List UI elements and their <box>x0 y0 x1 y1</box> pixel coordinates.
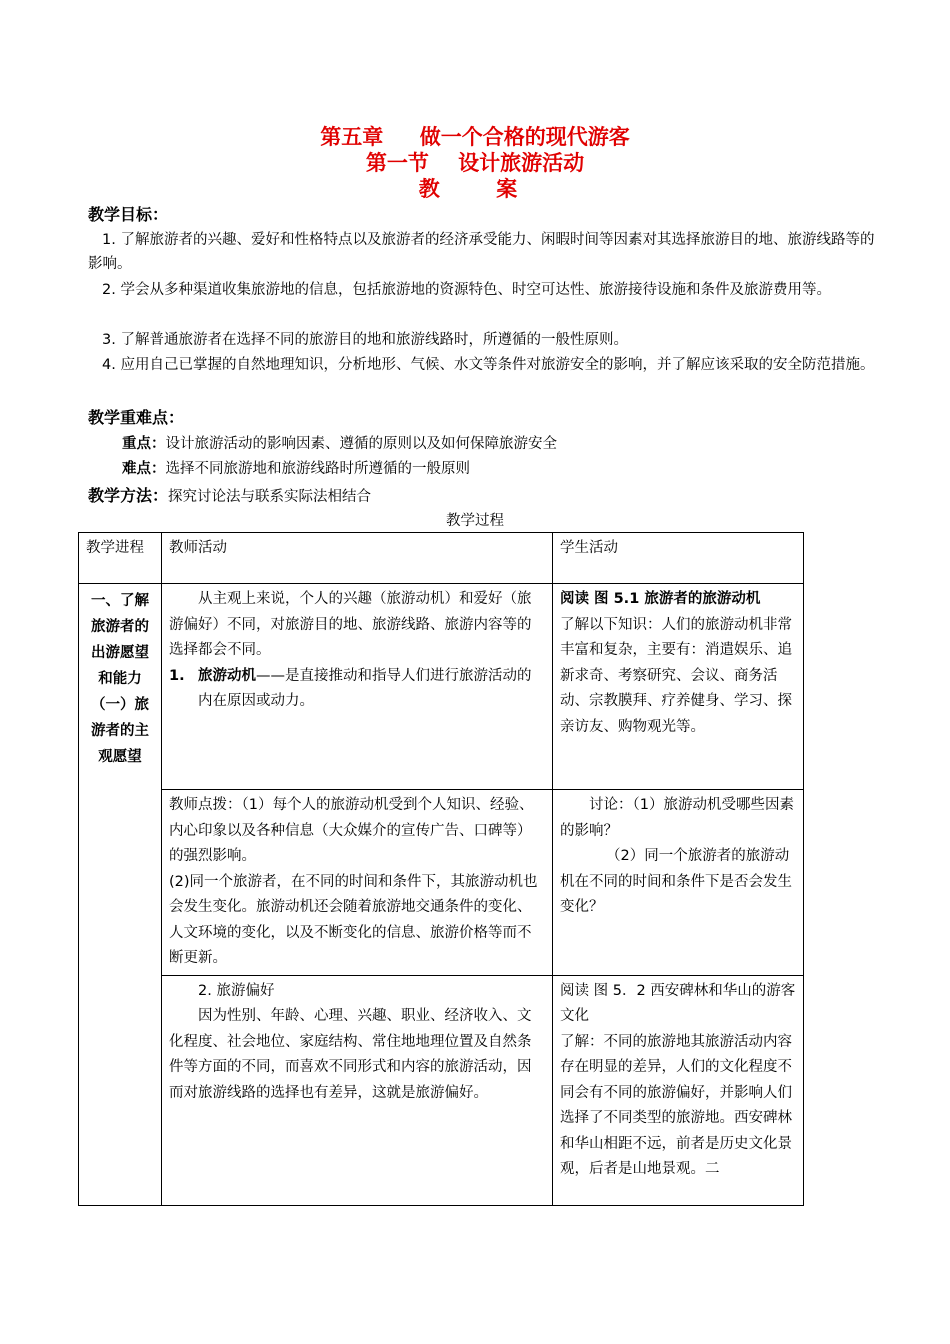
teacher-hint-2: (2)同一个旅游者，在不同的时间和条件下，其旅游动机也会发生变化。旅游动机还会随着旅游地交通条件的变化、人文环境的变化，以及不断变化的信息、旅游价格等而不断更新。 <box>169 873 538 966</box>
student-cell-3 <box>553 975 804 1205</box>
teacher-item-term: 旅游动机 <box>198 667 256 684</box>
teacher-item-text: ——是直接推动和指导人们进行旅游活动的内在原因或动力。 <box>198 667 532 709</box>
teacher-item-num: 1. <box>169 667 185 684</box>
student-understanding: 了解：不同的旅游地其旅游活动内容存在明显的差异，人们的文化程度不同会有不同的旅游偏好，并影响人们选择了不同类型的旅游地。西安碑林和华山相距不远，前者是历史文化景观，后者是山地景观。二 <box>560 1033 792 1177</box>
header-stage: 教学进程 <box>79 533 162 584</box>
teacher-preference-text: 因为性别、年龄、心理、兴趣、职业、经济收入、文化程度、社会地位、家庭结构、常住地地理位置及自然条件等方面的不同，而喜欢不同形式和内容的旅游活动，因而对旅游线路的选择也有差异，这就是旅游偏好。 <box>169 1008 532 1101</box>
chapter-title: 第五章 做一个合格的现代游客 <box>320 125 630 149</box>
teacher-intro: 从主观上来说，个人的兴趣（旅游动机）和爱好（旅游偏好）不同，对旅游目的地、旅游线路、旅游内容等的选择都会不同。 <box>169 591 532 658</box>
teacher-cell-2 <box>162 790 553 976</box>
student-discussion-2: （2）同一个旅游者的旅游动机在不同的时间和条件下是否会发生变化？ <box>560 848 792 915</box>
method-text: 探究讨论法与联系实际法相结合 <box>168 489 372 505</box>
difficulty-line <box>122 457 470 481</box>
objective-item-1: 1. 了解旅游者的兴趣、爱好和性格特点以及旅游者的经济承受能力、闲暇时间等因素对其选择旅游目的地、旅游线路等的影响。 <box>88 232 875 272</box>
objective-item-2: 2. 学会从多种渠道收集旅游地的信息，包括旅游地的资源特色、时空可达性、旅游接待设施和条件及旅游费用等。 <box>102 282 831 298</box>
process-caption: 教学过程 <box>446 513 504 529</box>
teaching-method <box>88 484 371 509</box>
header-student: 学生活动 <box>553 533 804 584</box>
objective-item-3: 3. 了解普通旅游者在选择不同的旅游目的地和旅游线路时，所遵循的一般性原则。 <box>102 332 628 348</box>
table-row <box>79 975 804 1205</box>
objective-item-4: 4. 应用自己已掌握的自然地理知识，分析地形、气候、水文等条件对旅游安全的影响，并了解应该采取的安全防范措施。 <box>102 357 875 373</box>
student-discussion-1: 讨论：（1）旅游动机受哪些因素的影响？ <box>560 797 794 839</box>
student-reading-2: 阅读 图 5．2 西安碑林和华山的游客文化 <box>560 982 796 1024</box>
section-title: 第一节 设计旅游活动 <box>365 151 585 175</box>
student-reading: 阅读 图 5.1 旅游者的旅游动机 <box>560 591 761 607</box>
document-type-title: 教 案 <box>418 177 532 201</box>
teacher-cell-1 <box>162 584 553 790</box>
student-cell-2 <box>553 790 804 976</box>
focus-text: 设计旅游活动的影响因素、遵循的原则以及如何保障旅游安全 <box>165 436 557 452</box>
teacher-preference-title: 2. 旅游偏好 <box>198 982 275 999</box>
stage-cell: 一、了解旅游者的出游愿望和能力（一）旅游者的主观愿望 <box>79 584 162 1206</box>
process-table <box>78 532 804 1206</box>
key-points-heading: 教学重难点： <box>88 408 185 427</box>
student-cell-1 <box>553 584 804 790</box>
table-row <box>79 584 804 790</box>
teacher-item-1 <box>169 664 545 715</box>
teacher-hint-1: 教师点拨：（1）每个人的旅游动机受到个人知识、经验、内心印象以及各种信息（大众媒介的宣传广告、口碑等）的强烈影响。 <box>169 797 534 864</box>
table-row <box>79 790 804 976</box>
objectives-heading: 教学目标： <box>88 205 169 224</box>
difficulty-text: 选择不同旅游地和旅游线路时所遵循的一般原则 <box>165 461 470 477</box>
teacher-cell-3 <box>162 975 553 1205</box>
difficulty-label: 难点： <box>122 461 166 477</box>
focus-line <box>122 432 557 456</box>
focus-label: 重点： <box>122 436 166 452</box>
table-header-row <box>79 533 804 584</box>
header-teacher: 教师活动 <box>162 533 553 584</box>
method-label: 教学方法： <box>88 486 169 505</box>
student-knowledge: 了解以下知识：人们的旅游动机非常丰富和复杂，主要有：消遣娱乐、追新求奇、考察研究、会议、商务活动、宗教膜拜、疗养健身、学习、探亲访友、购物观光等。 <box>560 616 792 735</box>
